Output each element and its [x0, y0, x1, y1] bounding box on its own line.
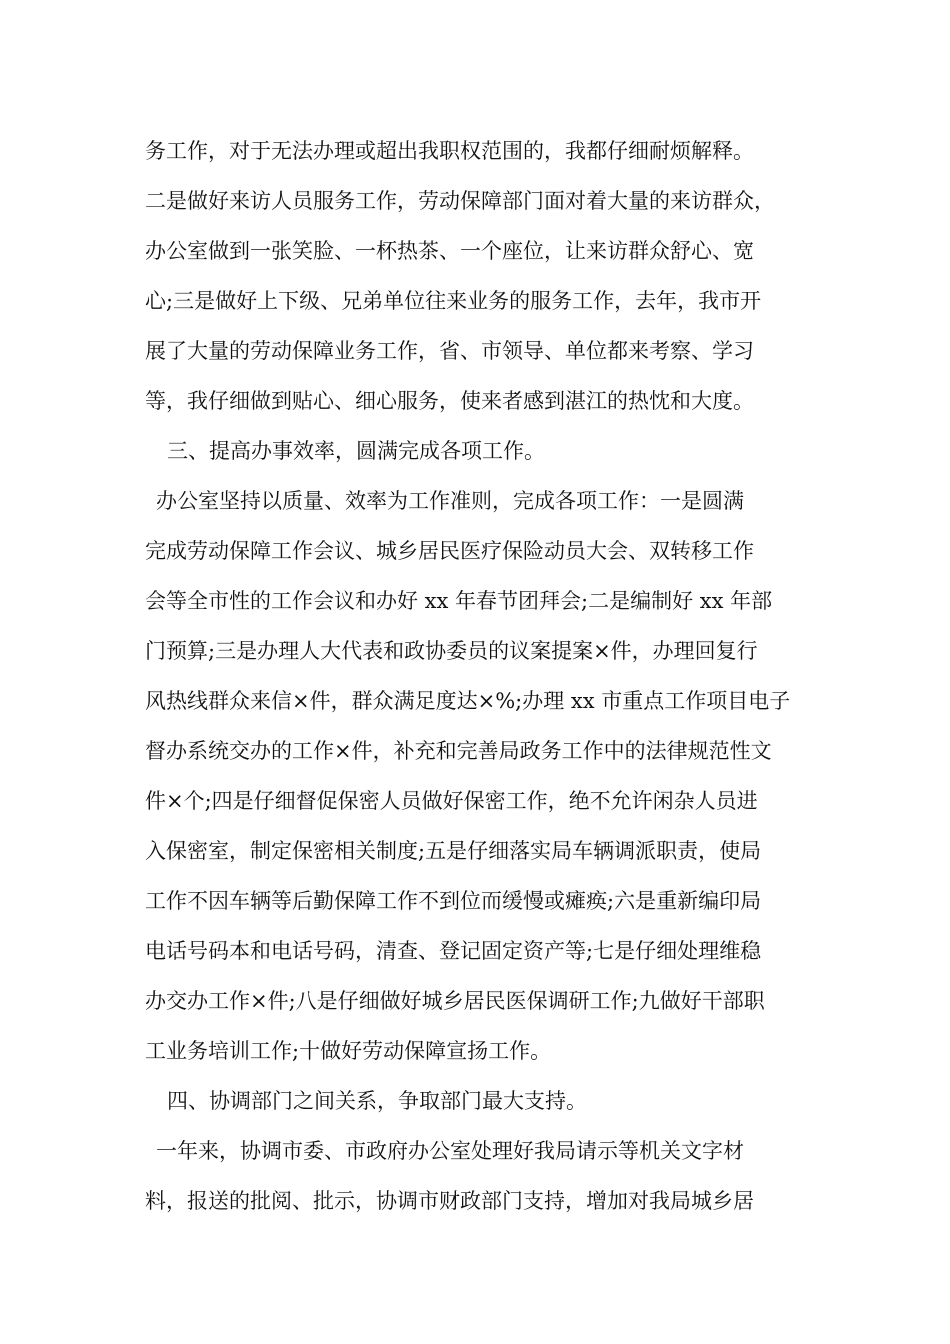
text-line: 料，报送的批阅、批示，协调市财政部门支持，增加对我局城乡居: [145, 1189, 754, 1213]
text-line: 督办系统交办的工作×件，补充和完善局政务工作中的法律规范性文: [145, 739, 772, 763]
text-line: 完成劳动保障工作会议、城乡居民医疗保险动员大会、双转移工作: [145, 539, 754, 563]
section-heading-4: 四、协调部门之间关系，争取部门最大支持。: [167, 1089, 587, 1113]
text-line: 办交办工作×件;八是仔细做好城乡居民医保调研工作;九做好干部职: [145, 989, 765, 1013]
text-line: 等，我仔细做到贴心、细心服务，使来者感到湛江的热忱和大度。: [145, 389, 754, 413]
text-line: 工业务培训工作;十做好劳动保障宣扬工作。: [145, 1039, 552, 1063]
text-line: 心;三是做好上下级、兄弟单位往来业务的服务工作，去年，我市开: [145, 289, 762, 313]
document-body: [145, 132, 825, 1232]
text-line: 入保密室，制定保密相关制度;五是仔细落实局车辆调派职责，使局: [145, 839, 762, 863]
text-line: 风热线群众来信×件，群众满足度达×%;办理 xx 市重点工作项目电子: [145, 689, 791, 713]
paragraph-start-line: 办公室坚持以质量、效率为工作准则，完成各项工作：一是圆满: [156, 489, 744, 513]
text-line: 会等全市性的工作会议和办好 xx 年春节团拜会;二是编制好 xx 年部: [145, 589, 773, 613]
text-line: 办公室做到一张笑脸、一杯热茶、一个座位，让来访群众舒心、宽: [145, 239, 754, 263]
text-line: 件×个;四是仔细督促保密人员做好保密工作，绝不允许闲杂人员进: [145, 789, 758, 813]
text-line: 二是做好来访人员服务工作，劳动保障部门面对着大量的来访群众，: [145, 189, 775, 213]
text-line: 电话号码本和电话号码，清查、登记固定资产等;七是仔细处理维稳: [145, 939, 762, 963]
text-line: 门预算;三是办理人大代表和政协委员的议案提案×件，办理回复行: [145, 639, 758, 663]
text-line: 工作不因车辆等后勤保障工作不到位而缓慢或瘫痪;六是重新编印局: [145, 889, 762, 913]
paragraph-start-line: 一年来，协调市委、市政府办公室处理好我局请示等机关文字材: [156, 1139, 744, 1163]
text-line: 务工作，对于无法办理或超出我职权范围的，我都仔细耐烦解释。: [145, 139, 754, 163]
text-line: 展了大量的劳动保障业务工作，省、市领导、单位都来考察、学习: [145, 339, 754, 363]
section-heading-3: 三、提高办事效率，圆满完成各项工作。: [167, 439, 545, 463]
